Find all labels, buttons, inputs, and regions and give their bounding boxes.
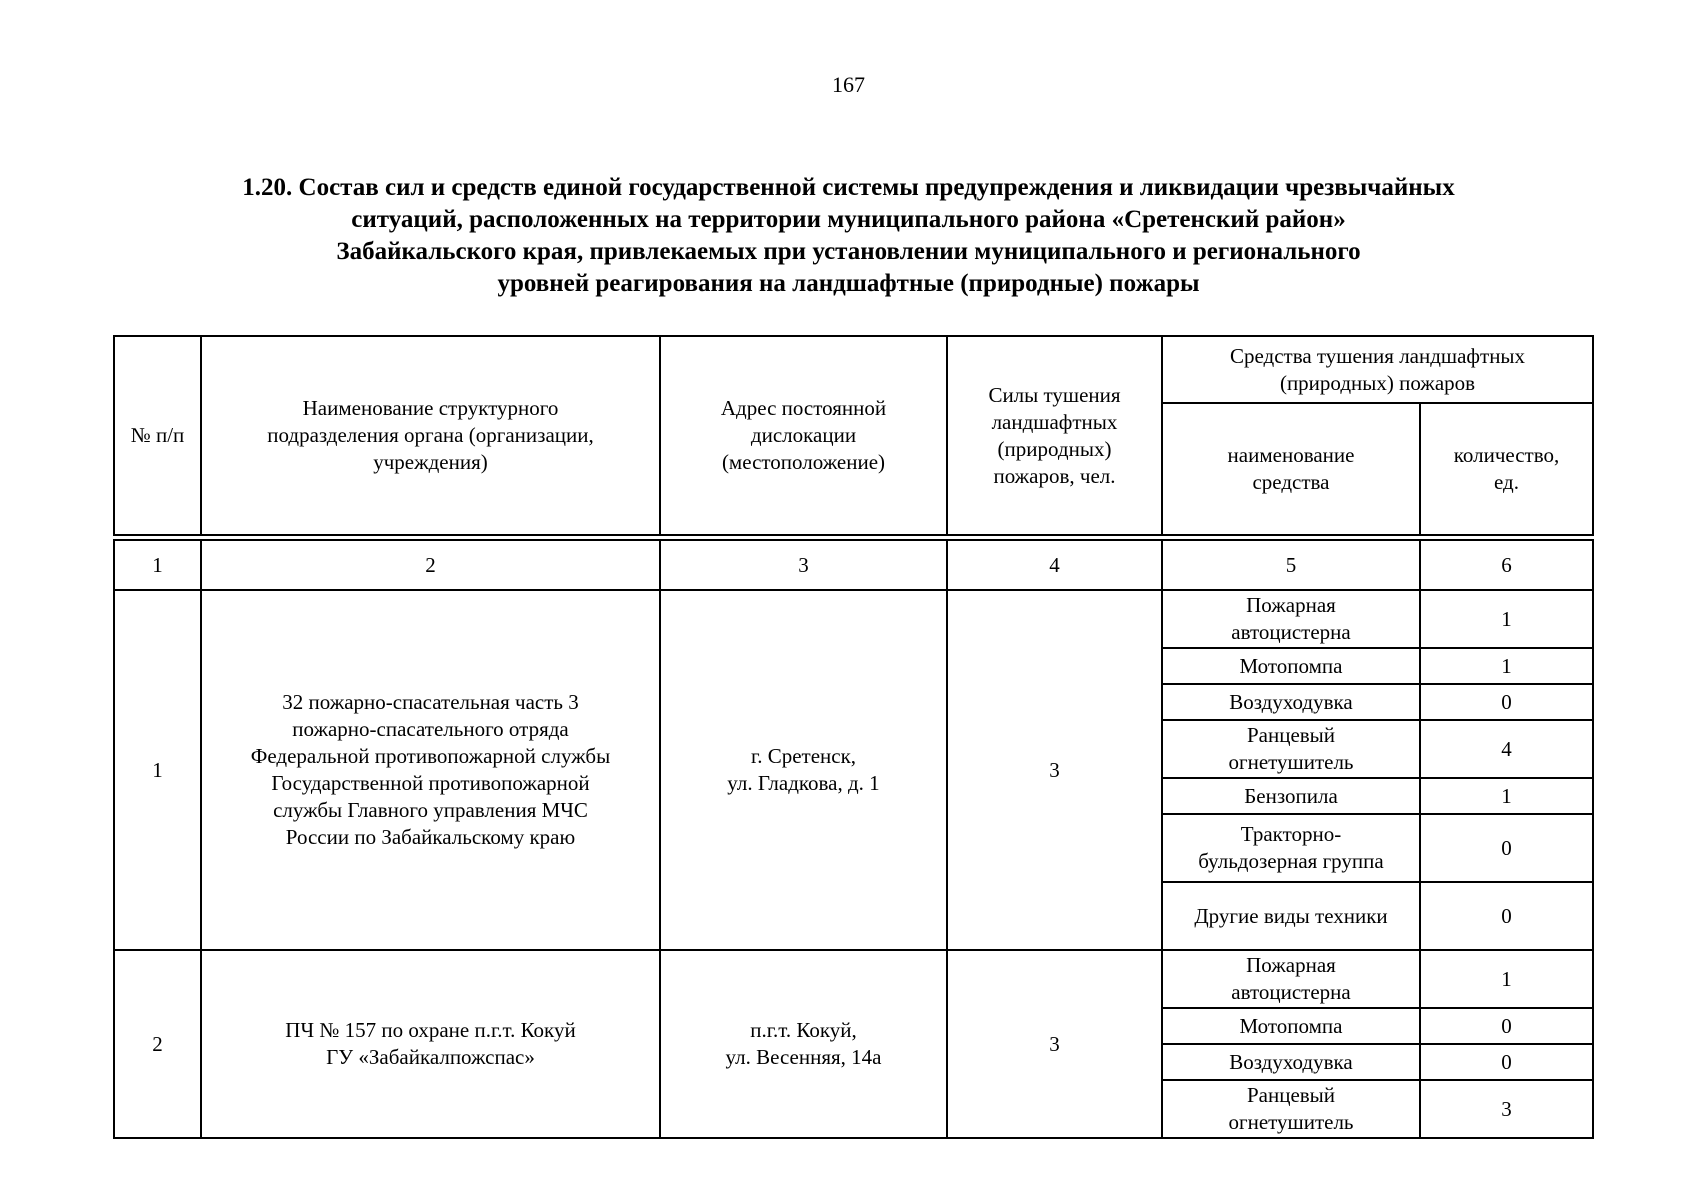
equipment-quantity: 4 — [1420, 720, 1593, 778]
unit-name-cell — [201, 590, 660, 950]
header-text-line: ландшафтных — [991, 409, 1118, 434]
header-means-name — [1162, 403, 1420, 535]
header-text-line: дислокации — [750, 423, 857, 447]
header-text-line: (местоположение) — [721, 450, 886, 474]
page-number: 167 — [832, 72, 865, 97]
header-text-line: пожаров, чел. — [993, 463, 1116, 488]
equipment-quantity: 1 — [1420, 778, 1593, 814]
equipment-quantity: 1 — [1420, 950, 1593, 1008]
header-forces — [947, 336, 1162, 535]
header-text-line: учреждения) — [373, 450, 488, 474]
table-body — [113, 539, 1594, 1139]
equipment-quantity: 3 — [1420, 1080, 1593, 1138]
equipment-name-line: автоцистерна — [1231, 980, 1351, 1004]
header-text-line: Адрес постоянной — [720, 396, 887, 420]
equipment-quantity: 0 — [1420, 814, 1593, 882]
header-text-line: Силы тушения — [988, 382, 1121, 407]
equipment-name: Бензопила — [1162, 778, 1420, 814]
header-number — [114, 336, 201, 535]
equipment-quantity: 0 — [1420, 1044, 1593, 1080]
forces-cell: 3 — [947, 950, 1162, 1138]
header-text-line: подразделения органа (организации, — [267, 423, 594, 447]
unit-name-line: Государственной противопожарной — [271, 771, 590, 795]
header-means-group — [1162, 336, 1593, 403]
title-line: ситуаций, расположенных на территории муниципального района «Сретенский район» — [351, 206, 1346, 233]
title-line: Забайкальского края, привлекаемых при установлении муниципального и регионального — [336, 238, 1361, 265]
address-line: г. Сретенск, — [750, 744, 857, 768]
page-title — [120, 172, 1577, 300]
unit-name-line: ГУ «Забайкалпожспас» — [326, 1045, 535, 1069]
column-number: 5 — [1162, 540, 1420, 590]
equipment-name: Воздуходувка — [1162, 684, 1420, 720]
equipment-name — [1162, 590, 1420, 648]
address-line: ул. Гладкова, д. 1 — [727, 771, 880, 795]
address-cell — [660, 950, 947, 1138]
equipment-quantity: 0 — [1420, 1008, 1593, 1044]
unit-name-line: пожарно-спасательного отряда — [292, 717, 569, 741]
title-line: уровней реагирования на ландшафтные (природные) пожары — [497, 270, 1200, 297]
unit-name-line: 32 пожарно-спасательная часть 3 — [282, 690, 579, 714]
header-text-line: (природных) — [997, 436, 1112, 461]
equipment-name — [1162, 1080, 1420, 1138]
equipment-quantity: 1 — [1420, 590, 1593, 648]
equipment-quantity: 0 — [1420, 684, 1593, 720]
table-header — [113, 335, 1594, 536]
header-number-text: № п/п — [130, 423, 185, 447]
equipment-name-line: Ранцевый — [1246, 1083, 1336, 1107]
equipment-name-line: автоцистерна — [1231, 620, 1351, 644]
equipment-quantity: 1 — [1420, 648, 1593, 684]
equipment-name: Воздуходувка — [1162, 1044, 1420, 1080]
header-text-line: средства — [1252, 470, 1330, 494]
column-number: 1 — [114, 540, 201, 590]
equipment-name: Мотопомпа — [1162, 1008, 1420, 1044]
header-unit-name — [201, 336, 660, 535]
address-line: п.г.т. Кокуй, — [750, 1018, 857, 1042]
column-number: 2 — [201, 540, 660, 590]
header-text-line: Средства тушения ландшафтных — [1229, 343, 1526, 368]
equipment-name-line: Ранцевый — [1246, 723, 1336, 747]
row-number: 1 — [114, 590, 201, 950]
header-text-line: (природных) пожаров — [1279, 370, 1476, 395]
unit-name-line: Федеральной противопожарной службы — [250, 744, 611, 768]
header-text-line: наименование — [1227, 443, 1355, 467]
equipment-name — [1162, 814, 1420, 882]
equipment-name-line: Пожарная — [1246, 953, 1336, 977]
row-number: 2 — [114, 950, 201, 1138]
table-row — [114, 590, 1593, 648]
equipment-name-line: Пожарная — [1246, 593, 1336, 617]
header-quantity — [1420, 403, 1593, 535]
equipment-name-line: огнетушитель — [1228, 1110, 1354, 1134]
header-text-line: ед. — [1494, 470, 1519, 494]
unit-name-line: России по Забайкальскому краю — [285, 825, 576, 849]
table-row — [114, 950, 1593, 1008]
equipment-name: Другие виды техники — [1162, 882, 1420, 950]
equipment-quantity: 0 — [1420, 882, 1593, 950]
address-cell — [660, 590, 947, 950]
column-number: 3 — [660, 540, 947, 590]
header-text-line: количество, — [1453, 443, 1560, 467]
unit-name-line: службы Главного управления МЧС — [273, 798, 588, 822]
column-number: 4 — [947, 540, 1162, 590]
equipment-name-line: Тракторно- — [1240, 822, 1342, 846]
unit-name-line: ПЧ № 157 по охране п.г.т. Кокуй — [285, 1018, 576, 1042]
equipment-name-line: бульдозерная группа — [1198, 849, 1384, 873]
unit-name-cell — [201, 950, 660, 1138]
forces-cell: 3 — [947, 590, 1162, 950]
equipment-name: Мотопомпа — [1162, 648, 1420, 684]
equipment-name-line: огнетушитель — [1228, 750, 1354, 774]
header-text-line: Наименование структурного — [302, 396, 559, 420]
column-number: 6 — [1420, 540, 1593, 590]
header-address — [660, 336, 947, 535]
equipment-name — [1162, 720, 1420, 778]
equipment-name — [1162, 950, 1420, 1008]
column-number-row — [114, 540, 1593, 590]
address-line: ул. Весенняя, 14а — [725, 1045, 882, 1069]
title-line: 1.20. Состав сил и средств единой государственной системы предупреждения и ликвидации чрезвычайных — [242, 174, 1455, 201]
